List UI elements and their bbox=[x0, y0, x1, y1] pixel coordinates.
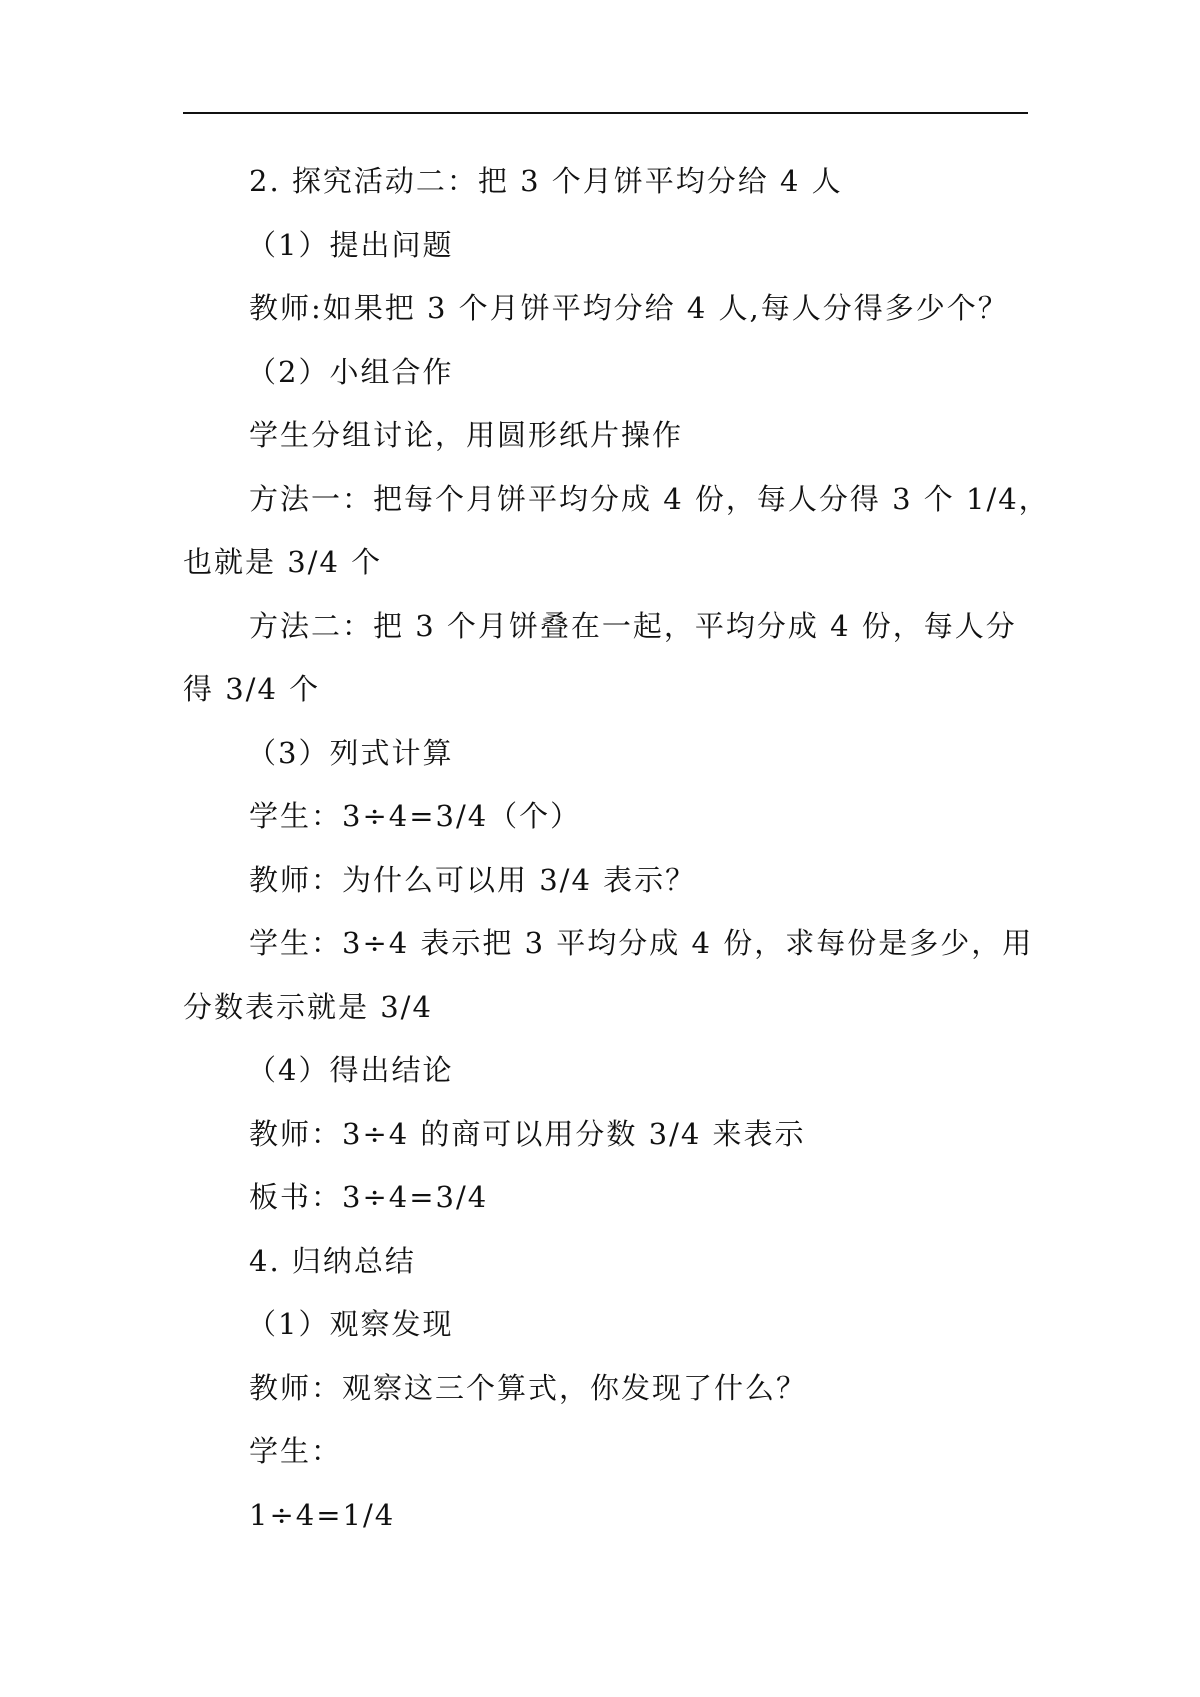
section-heading-activity-2: 2. 探究活动二：把 3 个月饼平均分给 4 人 bbox=[249, 164, 843, 198]
paragraph-line-continued: 也就是 3/4 个 bbox=[183, 545, 383, 579]
subheading-observe: （1）观察发现 bbox=[247, 1307, 454, 1341]
paragraph-line: 学生：3÷4=3/4（个） bbox=[249, 799, 582, 833]
paragraph-line: 教师：为什么可以用 3/4 表示？ bbox=[249, 862, 697, 897]
paragraph-line: 教师：3÷4 的商可以用分数 3/4 来表示 bbox=[249, 1116, 806, 1151]
subheading-conclusion: （4）得出结论 bbox=[247, 1053, 454, 1087]
paragraph-line-continued: 分数表示就是 3/4 bbox=[183, 989, 433, 1024]
paragraph-line: 学生分组讨论，用圆形纸片操作 bbox=[249, 418, 684, 452]
paragraph-line: 方法二：把 3 个月饼叠在一起，平均分成 4 份，每人分 bbox=[249, 608, 1017, 643]
subheading-calculation: （3）列式计算 bbox=[247, 735, 454, 770]
document-body bbox=[183, 150, 1050, 1547]
paragraph-line: 教师:如果把 3 个月饼平均分给 4 人,每人分得多少个？ bbox=[249, 291, 1009, 325]
paragraph-line: 板书：3÷4=3/4 bbox=[249, 1180, 489, 1214]
subheading-ask-question: （1）提出问题 bbox=[247, 227, 454, 262]
paragraph-line: 1÷4=1/4 bbox=[249, 1497, 396, 1532]
paragraph-line-continued: 得 3/4 个 bbox=[183, 672, 321, 706]
paragraph-line: 方法一：把每个月饼平均分成 4 份，每人分得 3 个 1/4， bbox=[249, 481, 1050, 516]
paragraph-line: 教师：观察这三个算式，你发现了什么？ bbox=[249, 1370, 808, 1405]
section-heading-summary: 4. 归纳总结 bbox=[249, 1243, 416, 1278]
subheading-group-work: （2）小组合作 bbox=[247, 354, 454, 389]
paragraph-line: 学生：3÷4 表示把 3 平均分成 4 份，求每份是多少，用 bbox=[249, 926, 1034, 960]
paragraph-line: 学生： bbox=[249, 1434, 343, 1468]
header-rule bbox=[183, 112, 1028, 114]
